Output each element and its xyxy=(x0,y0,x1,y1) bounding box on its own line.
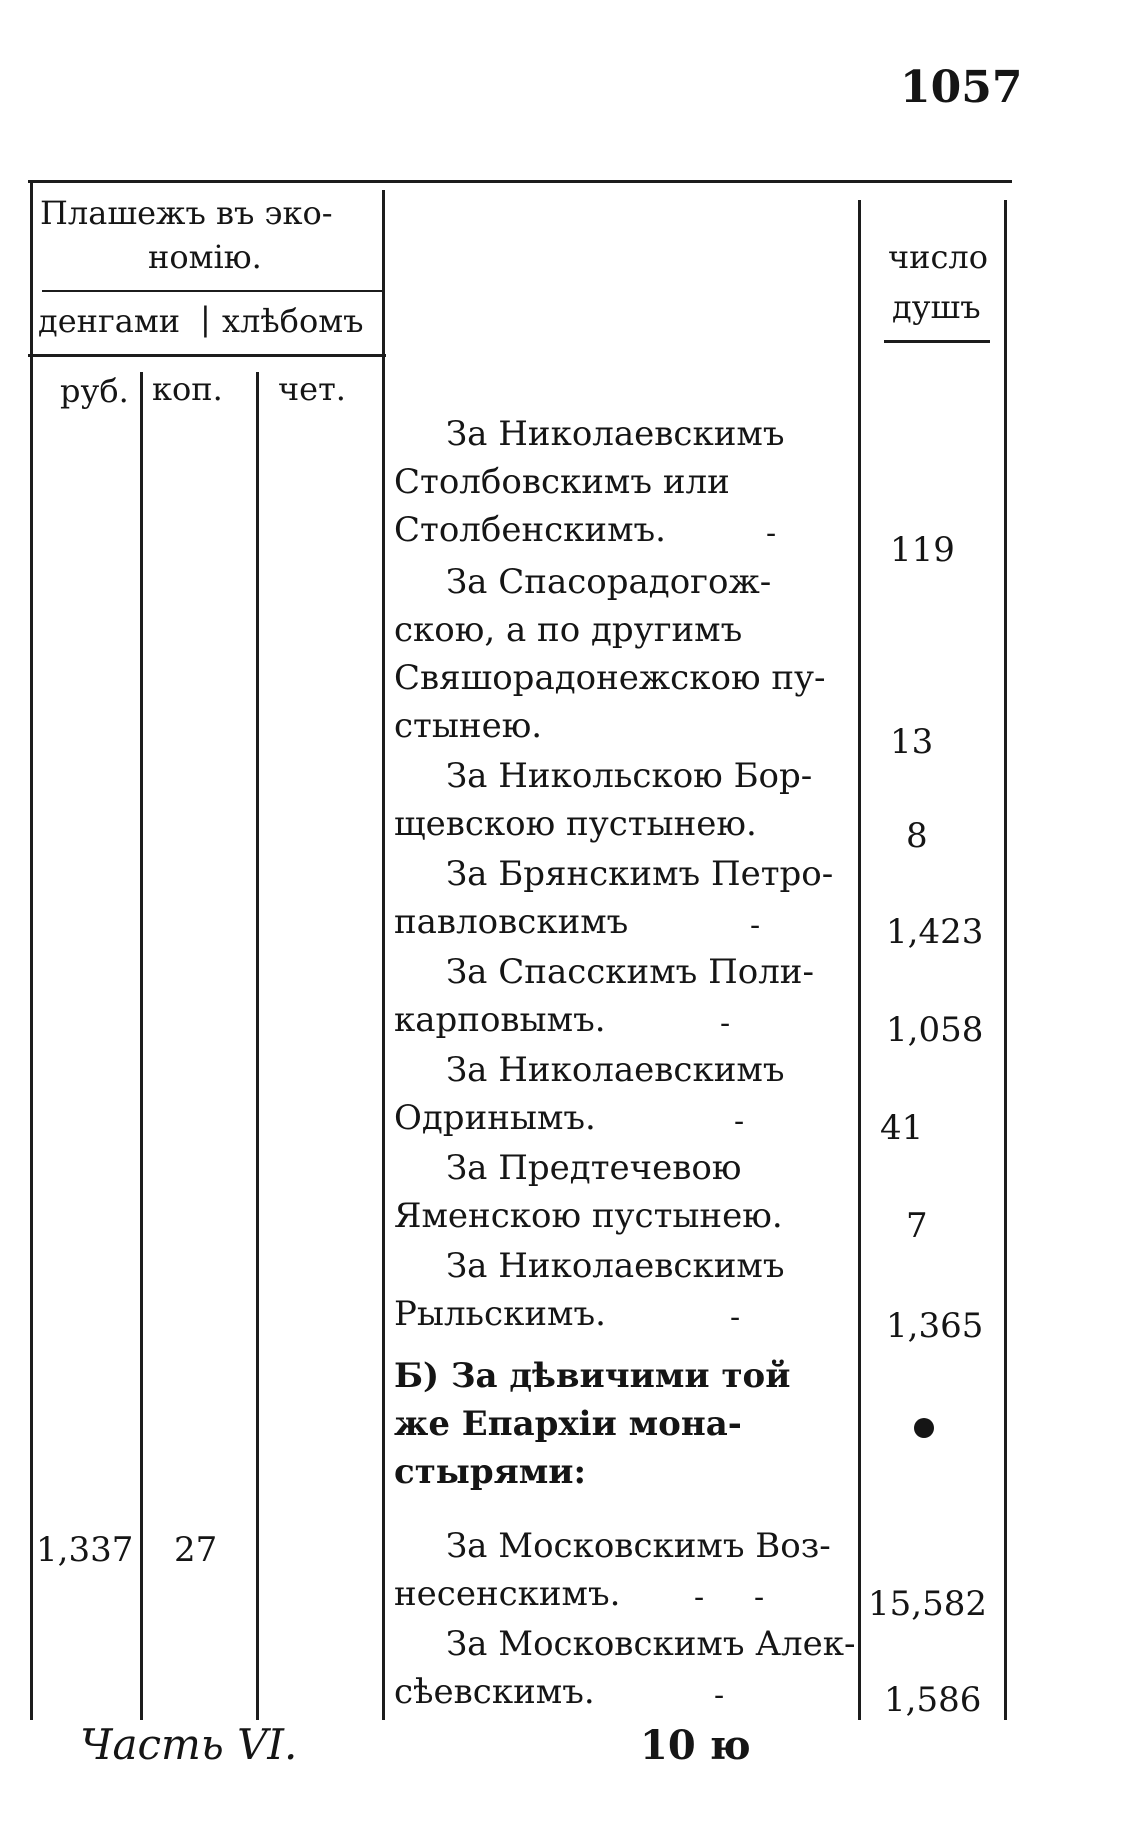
souls-underline xyxy=(884,340,990,343)
sheet-mark: 10 ю xyxy=(640,1722,751,1769)
entry-line: стынею. xyxy=(394,706,543,746)
signature-part: Часть VI. xyxy=(80,1720,298,1769)
section-line: Б) За дѣвичими той xyxy=(394,1356,791,1396)
souls-value: 1,586 xyxy=(884,1680,982,1720)
right-border xyxy=(1004,200,1007,1720)
souls-value: 8 xyxy=(906,816,928,856)
souls-value: 7 xyxy=(906,1206,928,1246)
chet-header: чет. xyxy=(278,370,346,408)
entry-line: несенскимъ. xyxy=(394,1574,621,1614)
kop-chet-divider xyxy=(256,372,259,1720)
leader-dash: - xyxy=(730,1300,741,1335)
entry-moskovsky-alekseevsky xyxy=(394,1620,856,1716)
entry-line: За Московскимъ Воз- xyxy=(446,1526,831,1566)
entry-nikolskaya-borshchevskaya xyxy=(394,752,852,848)
leader-dash: - xyxy=(720,1006,731,1041)
rub-value: 1,337 xyxy=(36,1530,134,1570)
entry-predtechevaya-yamenskaya xyxy=(394,1144,852,1240)
payment-header-line1: Плашежъ въ эко- xyxy=(40,194,333,232)
entry-line: сѣевскимъ. xyxy=(394,1672,595,1712)
entry-line: щевскою пустынею. xyxy=(394,804,757,844)
souls-value: 1,058 xyxy=(886,1010,984,1050)
souls-header-line2: душъ xyxy=(892,288,981,326)
text-souls-divider xyxy=(858,200,861,1720)
left-border xyxy=(30,182,33,1720)
entry-nikolaevsky-odrin xyxy=(394,1046,852,1142)
entry-line: За Московскимъ Алек- xyxy=(446,1624,856,1664)
subheader-underline xyxy=(28,354,386,357)
souls-value: 13 xyxy=(890,722,934,762)
entry-line: скою, а по другимъ xyxy=(394,610,743,650)
entry-line: За Никольскою Бор- xyxy=(446,756,813,796)
kop-header: коп. xyxy=(152,370,223,408)
header-separator: | xyxy=(200,300,211,338)
souls-value: 15,582 xyxy=(868,1584,987,1624)
grain-header: хлѣбомъ xyxy=(222,302,364,340)
leader-dash: - xyxy=(694,1580,705,1615)
entry-line: Одринымъ. xyxy=(394,1098,596,1138)
entry-line: Столбовскимъ или xyxy=(394,462,730,502)
entry-line: Рыльскимъ. xyxy=(394,1294,606,1334)
entry-line: За Николаевскимъ xyxy=(446,1246,785,1286)
entry-line: Яменскою пустынею. xyxy=(394,1196,783,1236)
entry-nikolaevsky-rylsky xyxy=(394,1242,852,1338)
entry-line: За Николаевскимъ xyxy=(446,1050,785,1090)
leader-dash: - xyxy=(766,516,777,551)
rub-header: руб. xyxy=(60,372,129,410)
leader-dash: - xyxy=(734,1104,745,1139)
entry-line: За Спасорадогож- xyxy=(446,562,772,602)
leader-dash: - xyxy=(714,1678,725,1713)
money-header: денгами xyxy=(38,302,181,340)
entry-spasoradogozh xyxy=(394,558,852,750)
leader-dash: - xyxy=(754,1580,765,1615)
kop-value: 27 xyxy=(174,1530,218,1570)
entry-moskovsky-voznesensky xyxy=(394,1522,852,1618)
souls-value: 1,423 xyxy=(886,912,984,952)
entry-line: За Брянскимъ Петро- xyxy=(446,854,834,894)
entry-line: За Предтечевою xyxy=(446,1148,742,1188)
entry-line: павловскимъ xyxy=(394,902,629,942)
leader-dash: - xyxy=(750,908,761,943)
souls-value: 119 xyxy=(890,530,955,570)
entry-line: Свяшорадонежскою пу- xyxy=(394,658,826,698)
section-line: стырями: xyxy=(394,1452,587,1492)
rub-kop-divider xyxy=(140,372,143,1720)
page-number: 1057 xyxy=(900,62,1023,113)
section-line: же Епархiи мона- xyxy=(394,1404,742,1444)
payment-header-line2: номiю. xyxy=(148,238,262,276)
section-bullet xyxy=(914,1418,934,1438)
entry-spassky-polikarpov xyxy=(394,948,852,1044)
souls-value: 1,365 xyxy=(886,1306,984,1346)
section-heading-convents xyxy=(394,1352,852,1496)
entry-line: Столбенскимъ. xyxy=(394,510,666,550)
entry-nikolaevsky-stolbovsky xyxy=(394,410,852,554)
entry-line: За Николаевскимъ xyxy=(446,414,785,454)
entry-bryansky-petropavlovsky xyxy=(394,850,852,946)
entry-line: карповымъ. xyxy=(394,1000,606,1040)
payment-underline xyxy=(42,290,384,292)
souls-value: 41 xyxy=(880,1108,924,1148)
payment-text-divider xyxy=(382,190,385,1720)
souls-header-line1: число xyxy=(888,238,988,276)
top-rule xyxy=(28,180,1012,183)
entry-line: За Спасскимъ Поли- xyxy=(446,952,814,992)
